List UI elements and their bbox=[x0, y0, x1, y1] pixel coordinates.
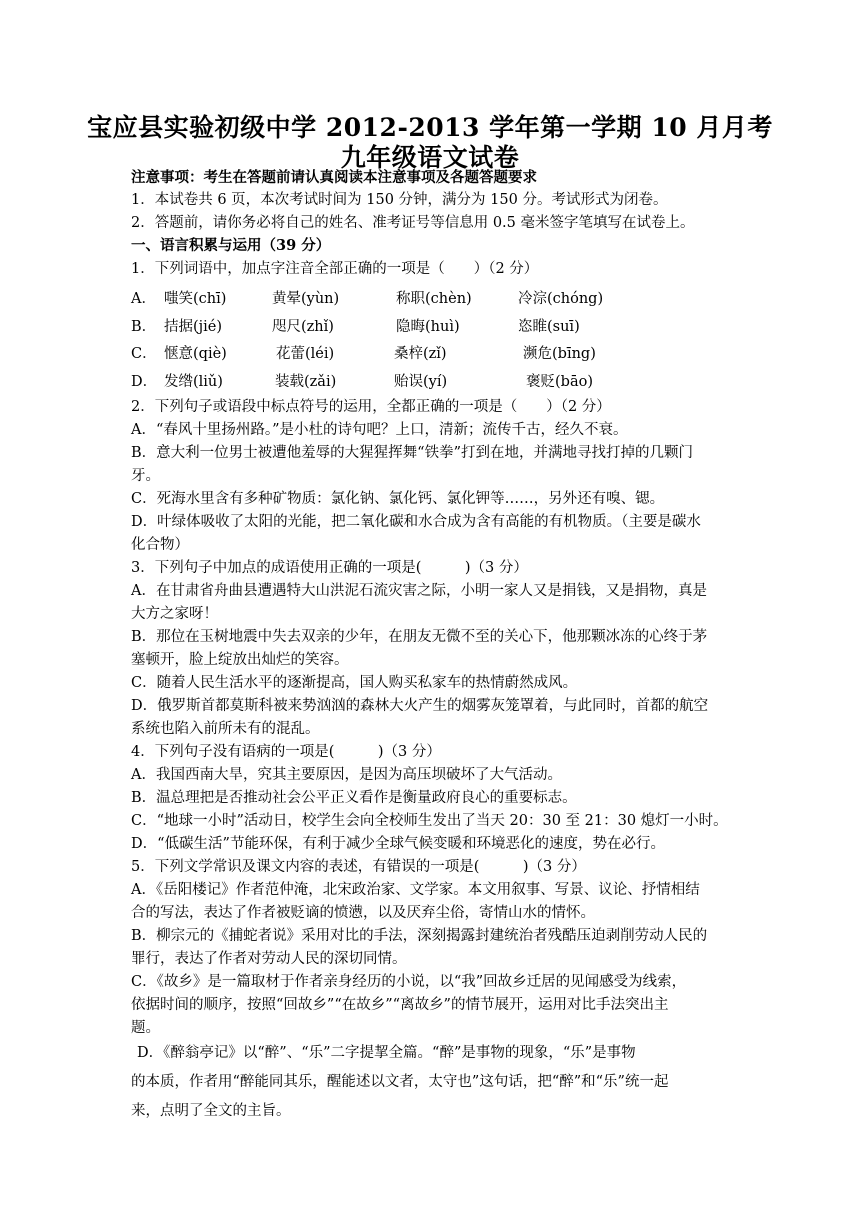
q1-d-word-1: 发绺(liǔ) bbox=[164, 374, 223, 390]
q1-stem: 1．下列词语中，加点字注音全部正确的一项是（ ）（2 分） bbox=[131, 261, 539, 277]
q5-option-d-line3: 来，点明了全文的主旨。 bbox=[131, 1103, 291, 1119]
q5-option-a-line2: 合的写法，表达了作者被贬谪的愤懑，以及厌弃尘俗，寄情山水的情怀。 bbox=[131, 905, 595, 921]
q3-option-d-line1: D．俄罗斯首都莫斯科被来势汹汹的森林大火产生的烟雾灰笼罩着，与此同时，首都的航空 bbox=[131, 698, 709, 714]
q4-option-d: D．“低碳生活”节能环保，有利于减少全球气候变暖和环境恶化的速度，势在必行。 bbox=[131, 836, 665, 852]
q1-option-b-label: B． bbox=[131, 319, 157, 335]
q4-option-a: A．我国西南大旱，究其主要原因，是因为高压坝破坏了大气活动。 bbox=[131, 767, 562, 783]
q3-option-d-line2: 系统也陷入前所未有的混乱。 bbox=[131, 721, 320, 737]
q2-option-a: A．“春风十里扬州路。”是小杜的诗句吧？上口，清新；流传千古，经久不衰。 bbox=[131, 422, 628, 438]
q5-option-c-line3: 题。 bbox=[131, 1020, 160, 1036]
q5-option-d-line2: 的本质，作者用“醉能同其乐，醒能述以文者，太守也”这句话，把“醉”和“乐”统一起 bbox=[131, 1074, 669, 1090]
q1-d-word-3: 贻误(yí) bbox=[394, 374, 448, 390]
section-1-heading: 一、语言积累与运用（39 分） bbox=[131, 237, 331, 254]
q1-b-word-1: 拮据(jié) bbox=[164, 319, 223, 335]
q1-option-a-label: A． bbox=[131, 291, 156, 307]
q1-option-c-label: C． bbox=[131, 346, 157, 362]
exam-title-subject: 九年级语文试卷 bbox=[340, 143, 520, 172]
q3-stem: 3．下列句子中加点的成语使用正确的一项是( )（3 分） bbox=[131, 560, 528, 576]
q1-d-word-4: 褒贬(bāo) bbox=[526, 374, 593, 390]
q5-stem: 5．下列文学常识及课文内容的表述，有错误的一项是( )（3 分） bbox=[131, 859, 586, 875]
q2-option-d-line2: 化合物） bbox=[131, 537, 189, 553]
q1-c-word-1: 惬意(qiè) bbox=[164, 346, 227, 362]
q1-a-word-4: 冷淙(chóng) bbox=[518, 291, 604, 307]
q4-stem: 4．下列句子没有语病的一项是( )（3 分） bbox=[131, 744, 441, 760]
q1-c-word-3: 桑梓(zǐ) bbox=[394, 346, 447, 362]
q4-option-b: B．温总理把是否推动社会公平正义看作是衡量政府良心的重要标志。 bbox=[131, 790, 577, 806]
q5-option-a-line1: A．《岳阳楼记》作者范仲淹，北宋政治家、文学家。本文用叙事、写景、议论、抒情相结 bbox=[131, 882, 700, 898]
q2-option-b-line2: 牙。 bbox=[131, 468, 160, 484]
q1-b-word-2: 咫尺(zhǐ) bbox=[272, 319, 334, 335]
q3-option-a-line1: A．在甘肃省舟曲县遭遇特大山洪泥石流灾害之际，小明一家人又是捐钱，又是捐物，真是 bbox=[131, 583, 707, 599]
q1-c-word-2: 花蕾(léi) bbox=[276, 346, 335, 362]
q1-a-word-2: 黄晕(yùn) bbox=[272, 291, 340, 307]
q2-option-b-line1: B．意大利一位男士被遭他羞辱的大猩猩挥舞“铁拳”打到在地，并满地寻找打掉的几颗门 bbox=[131, 445, 693, 461]
notice-item-2: 2．答题前，请你务必将自己的姓名、准考证号等信息用 0.5 毫米签字笔填写在试卷上。 bbox=[131, 215, 695, 231]
q5-option-b-line2: 罪行，表达了作者对劳动人民的深切同情。 bbox=[131, 951, 407, 967]
q2-option-d-line1: D．叶绿体吸收了太阳的光能，把二氧化碳和水合成为含有高能的有机物质。（主要是碳水 bbox=[131, 514, 701, 530]
q1-b-word-3: 隐晦(huì) bbox=[396, 319, 460, 335]
exam-title-school: 宝应县实验初级中学 2012-2013 学年第一学期 10 月月考 bbox=[87, 113, 773, 142]
q5-option-d-line1: D．《醉翁亭记》以“醉”、“乐”二字提挈全篇。“醉”是事物的现象，“乐”是事物 bbox=[137, 1045, 636, 1061]
q1-c-word-4: 濒危(bīng) bbox=[523, 346, 596, 362]
q5-option-c-line2: 依据时间的顺序，按照“回故乡”“在故乡”“离故乡”的情节展开，运用对比手法突出主 bbox=[131, 997, 669, 1013]
q3-option-c: C．随着人民生活水平的逐渐提高，国人购买私家车的热情蔚然成风。 bbox=[131, 675, 578, 691]
q1-a-word-1: 嗤笑(chī) bbox=[164, 291, 227, 307]
q2-stem: 2．下列句子或语段中标点符号的运用，全都正确的一项是（ ）（2 分） bbox=[131, 399, 611, 415]
notice-heading: 注意事项：考生在答题前请认真阅读本注意事项及各题答题要求 bbox=[131, 169, 537, 186]
q4-option-c: C．“地球一小时”活动日，校学生会向全校师生发出了当天 20：30 至 21：30 熄灯一小时。 bbox=[131, 813, 728, 829]
q3-option-b-line2: 塞顿开，脸上绽放出灿烂的笑容。 bbox=[131, 652, 349, 668]
q2-option-c: C．死海水里含有多种矿物质：氯化钠、氯化钙、氯化钾等……，另外还有嗅、锶。 bbox=[131, 491, 665, 507]
q1-a-word-3: 称职(chèn) bbox=[396, 291, 472, 307]
q5-option-c-line1: C．《故乡》是一篇取材于作者亲身经历的小说，以“我”回故乡迁居的见闻感受为线索， bbox=[131, 974, 687, 990]
q1-d-word-2: 装载(zǎi) bbox=[275, 374, 337, 390]
q1-option-d-label: D． bbox=[131, 374, 158, 390]
q3-option-b-line1: B．那位在玉树地震中失去双亲的少年，在朋友无微不至的关心下，他那颗冰冻的心终于茅 bbox=[131, 629, 708, 645]
q5-option-b-line1: B．柳宗元的《捕蛇者说》采用对比的手法，深刻揭露封建统治者残酷压迫剥削劳动人民的 bbox=[131, 928, 708, 944]
notice-item-1: 1．本试卷共 6 页，本次考试时间为 150 分钟，满分为 150 分。考试形式为闭卷。 bbox=[131, 192, 668, 208]
q3-option-a-line2: 大方之家呀！ bbox=[131, 606, 218, 622]
q1-b-word-4: 恣睢(suī) bbox=[518, 319, 580, 335]
